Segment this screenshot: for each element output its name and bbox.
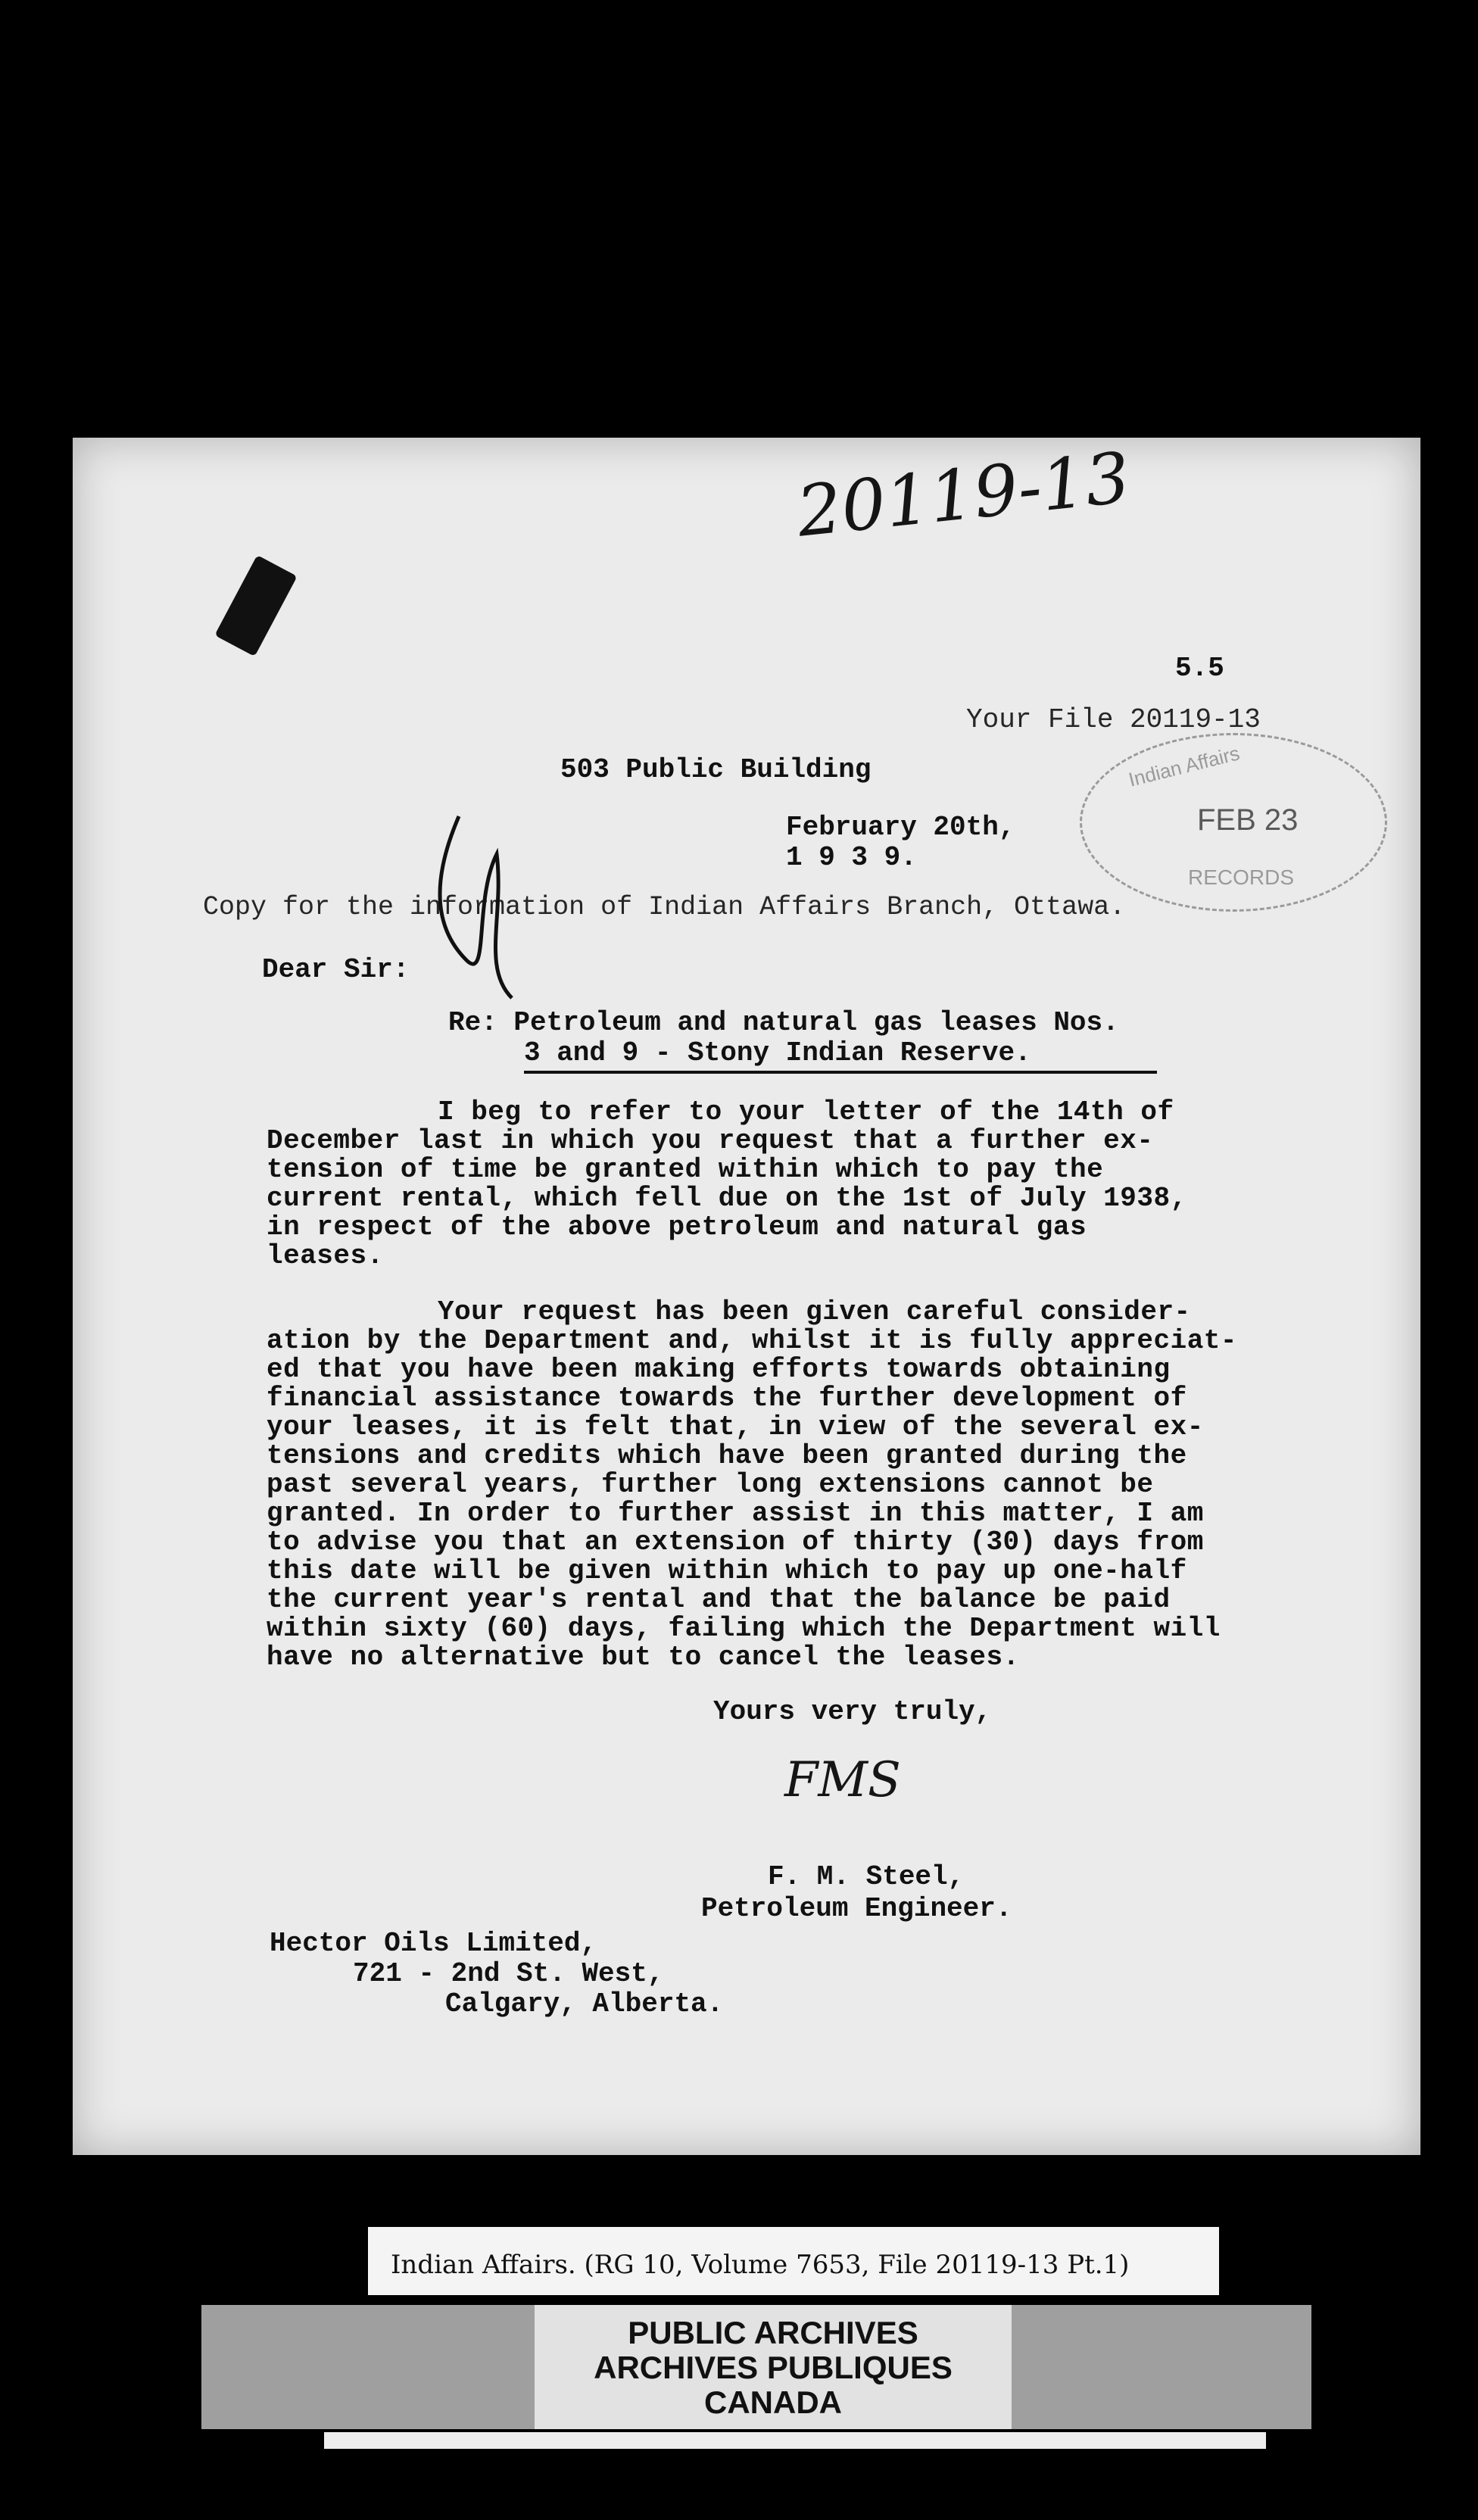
date-line-1: February 20th,: [786, 812, 1015, 843]
paragraph-1-line: December last in which you request that a further ex-: [267, 1125, 1154, 1156]
salutation: Dear Sir:: [262, 954, 410, 985]
handwritten-mark: [406, 809, 527, 1006]
ink-blot-mark: [214, 555, 297, 657]
paragraph-2-line: to advise you that an extension of thirty (30) days from: [267, 1527, 1204, 1558]
paragraph-2-line: your leases, it is felt that, in view of the several ex-: [267, 1411, 1204, 1442]
received-date-stamp: [1080, 733, 1387, 912]
sender-address: 503 Public Building: [560, 754, 872, 785]
archive-stamp-line: CANADA: [704, 2384, 842, 2420]
signer-title: Petroleum Engineer.: [701, 1893, 1012, 1924]
paragraph-2-line: financial assistance towards the further development of: [267, 1383, 1187, 1414]
paragraph-1-line: I beg to refer to your letter of the 14th of: [438, 1096, 1174, 1127]
recipient-name: Hector Oils Limited,: [270, 1928, 597, 1959]
paragraph-2-line: the current year's rental and that the balance be paid: [267, 1584, 1171, 1615]
your-file-reference: Your File 20119-13: [966, 704, 1261, 735]
archive-reference-label: [368, 2227, 1219, 2295]
handwritten-file-number: 20119-13: [793, 437, 1134, 553]
handwritten-initials: FMS: [784, 1752, 901, 1808]
archive-stamp: [535, 2305, 1012, 2429]
paragraph-1-line: leases.: [267, 1240, 384, 1271]
paragraph-1-line: in respect of the above petroleum and natural gas: [267, 1212, 1087, 1243]
subject-line-1: Re: Petroleum and natural gas leases Nos.: [448, 1007, 1119, 1038]
closing: Yours very truly,: [713, 1696, 992, 1727]
page-number: 5.5: [1175, 653, 1224, 684]
paragraph-2-line: have no alternative but to cancel the leases.: [267, 1642, 1020, 1673]
paragraph-2-line: ation by the Department and, whilst it is fully appreciat-: [267, 1325, 1238, 1356]
archive-stamp-text: [535, 2316, 1012, 2420]
date-line-2: 1 9 3 9.: [786, 842, 917, 873]
signer-name: F. M. Steel,: [768, 1861, 965, 1892]
paragraph-2-line: ed that you have been making efforts towards obtaining: [267, 1354, 1171, 1385]
paragraph-1-line: tension of time be granted within which to pay the: [267, 1154, 1104, 1185]
paragraph-2-line: past several years, further long extensions cannot be: [267, 1469, 1154, 1500]
paragraph-1-line: current rental, which fell due on the 1st of July 1938,: [267, 1183, 1187, 1214]
stamp-top-text: Indian Affairs: [1126, 741, 1243, 791]
paragraph-2-line: this date will be given within which to pay up one-half: [267, 1555, 1187, 1586]
stamp-bottom-text: RECORDS: [1188, 865, 1295, 889]
recipient-city: Calgary, Alberta.: [445, 1988, 724, 2019]
archive-stamp-strip: [201, 2305, 1311, 2429]
bottom-edge-strip: [324, 2432, 1266, 2449]
paragraph-2-line: Your request has been given careful consider-: [438, 1296, 1191, 1327]
stamp-date: FEB 23: [1197, 803, 1299, 837]
archive-reference-text: Indian Affairs. (RG 10, Volume 7653, File 20119-13 Pt.1): [391, 2250, 1130, 2280]
paragraph-2-line: granted. In order to further assist in this matter, I am: [267, 1498, 1204, 1529]
subject-line-2: 3 and 9 - Stony Indian Reserve.: [524, 1037, 1031, 1068]
document-page: [73, 438, 1420, 2155]
recipient-street: 721 - 2nd St. West,: [353, 1958, 664, 1989]
archive-stamp-line: ARCHIVES PUBLIQUES: [594, 2350, 953, 2385]
archive-stamp-line: PUBLIC ARCHIVES: [628, 2315, 918, 2350]
paragraph-2-line: tensions and credits which have been granted during the: [267, 1440, 1187, 1471]
subject-underline: [524, 1071, 1157, 1074]
paragraph-2-line: within sixty (60) days, failing which the Department will: [267, 1613, 1221, 1644]
copy-notation: Copy for the information of Indian Affairs Branch, Ottawa.: [203, 892, 1126, 922]
